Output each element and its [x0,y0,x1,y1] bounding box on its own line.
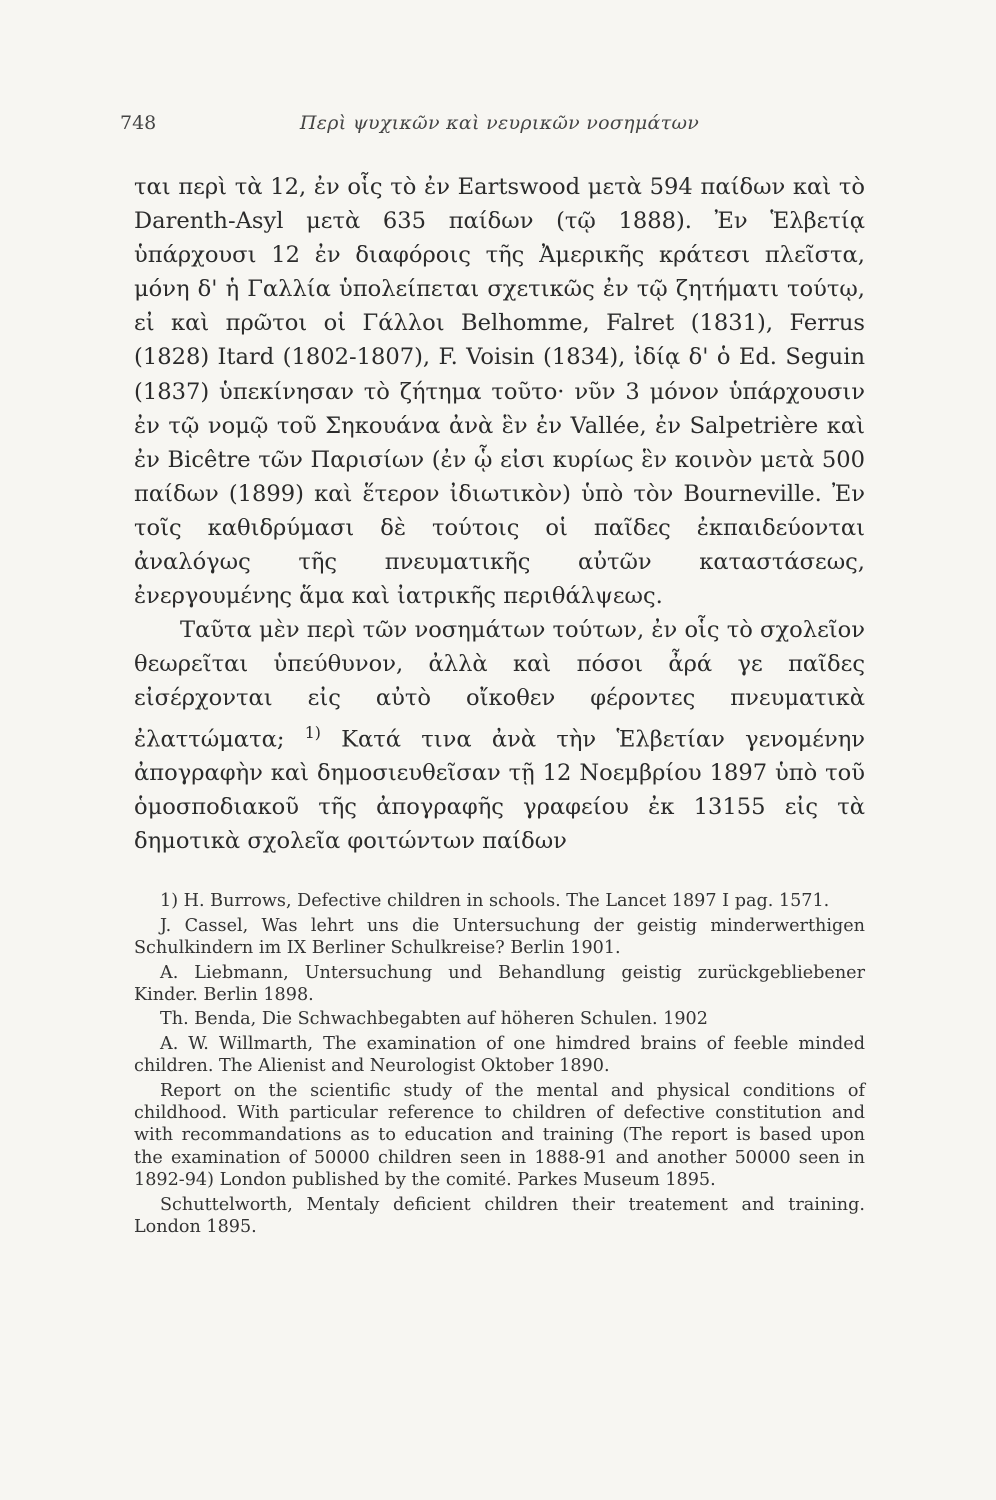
footnote: Report on the scientific study of the mental and physical conditions of childhood. With particular reference to children of defective constitution and with recommandations as to education and training (The report is based upon the examination of 50000 children seen in 1888-91 and another 50000 seen in 1892-94) London published by the comité. Parkes Museum 1895. [134,1080,865,1191]
footnote: A. W. Willmarth, The examination of one himdred brains of feeble minded children. The Alienist and Neurologist Oktober 1890. [134,1033,865,1077]
paragraph-text: Ταῦτα μὲν περὶ τῶν νοσημάτων τούτων, ἐν οἷς τὸ σχολεῖον θεωρεῖται ὑπεύθυνον, ἀλλὰ καὶ πόσοι ἆρά γε παῖδες εἰσέρχονται εἰς αὐτὸ οἴκοθεν φέροντες πνευματικὰ ἐλαττώματα; [134,617,865,753]
paragraph [134,613,865,858]
footnote: A. Liebmann, Untersuchung und Behandlung geistig zurückgebliebener Kinder. Berlin 1898. [134,962,865,1006]
footnote: Th. Benda, Die Schwachbegabten auf höheren Schulen. 1902 [160,1009,708,1030]
running-title: Περὶ ψυχικῶν καὶ νευρικῶν νοσημάτων [299,112,700,134]
footnote-marker: 1) [304,722,321,742]
footnote: Schuttelworth, Mentaly deficient children their treatement and training. London 1895. [134,1194,865,1238]
footnotes [134,890,865,1238]
paragraph-text: Κατά τινα ἀνὰ τὴν Ἑλβετίαν γενομένην ἀπογραφὴν καὶ δημοσιευθεῖσαν τῇ 12 Νοεμβρίου 1897 ὑπὸ τοῦ ὁμοσποδιακοῦ τῆς ἀπογραφῆς γραφείου ἐκ 13155 εἰς τὰ δημοτικὰ σχολεῖα φοιτώντων παίδων [134,726,866,855]
footnote: 1) H. Burrows, Defective children in schools. The Lancet 1897 I pag. 1571. [160,891,830,912]
running-head [120,112,865,146]
body-text [134,170,865,858]
paragraph: ται περὶ τὰ 12, ἐν οἷς τὸ ἐν Eartswood μετὰ 594 παίδων καὶ τὸ Darenth-Asyl μετὰ 635 παίδων (τῷ 1888). Ἐν Ἑλβετίᾳ ὑπάρχουσι 12 ἐν διαφόροις τῆς Ἀμερικῆς κράτεσι πλεῖστα, μόνη δ' ἡ Γαλλία ὑπολείπεται σχετικῶς ἐν τῷ ζητήματι τούτῳ, εἰ καὶ πρῶτοι οἱ Γάλλοι Belhomme, Falret (1831), Ferrus (1828) Itard (1802-1807), F. Voisin (1834), ἰδίᾳ δ' ὁ Ed. Seguin (1837) ὑπεκίνησαν τὸ ζήτημα τοῦτο· νῦν 3 μόνον ὑπάρχουσιν ἐν τῷ νομῷ τοῦ Σηκουάνα ἀνὰ ἓν ἐν Vallée, ἐν Salpetrière καὶ ἐν Bicêtre τῶν Παρισίων (ἐν ᾧ εἰσι κυρίως ἓν κοινὸν μετὰ 500 παίδων (1899) καὶ ἕτερον ἰδιωτικὸν) ὑπὸ τὸν Bourneville. Ἐν τοῖς καθιδρύμασι δὲ τούτοις οἱ παῖδες ἐκπαιδεύονται ἀναλόγως τῆς πνευματικῆς αὐτῶν καταστάσεως, ἐνεργουμένης ἅμα καὶ ἰατρικῆς περιθάλψεως. [134,174,865,610]
book-page [120,112,866,1241]
page-number: 748 [120,112,157,134]
footnote: J. Cassel, Was lehrt uns die Untersuchung der geistig minderwerthigen Schulkindern im IX Berliner Schulkreise? Berlin 1901. [134,915,865,959]
